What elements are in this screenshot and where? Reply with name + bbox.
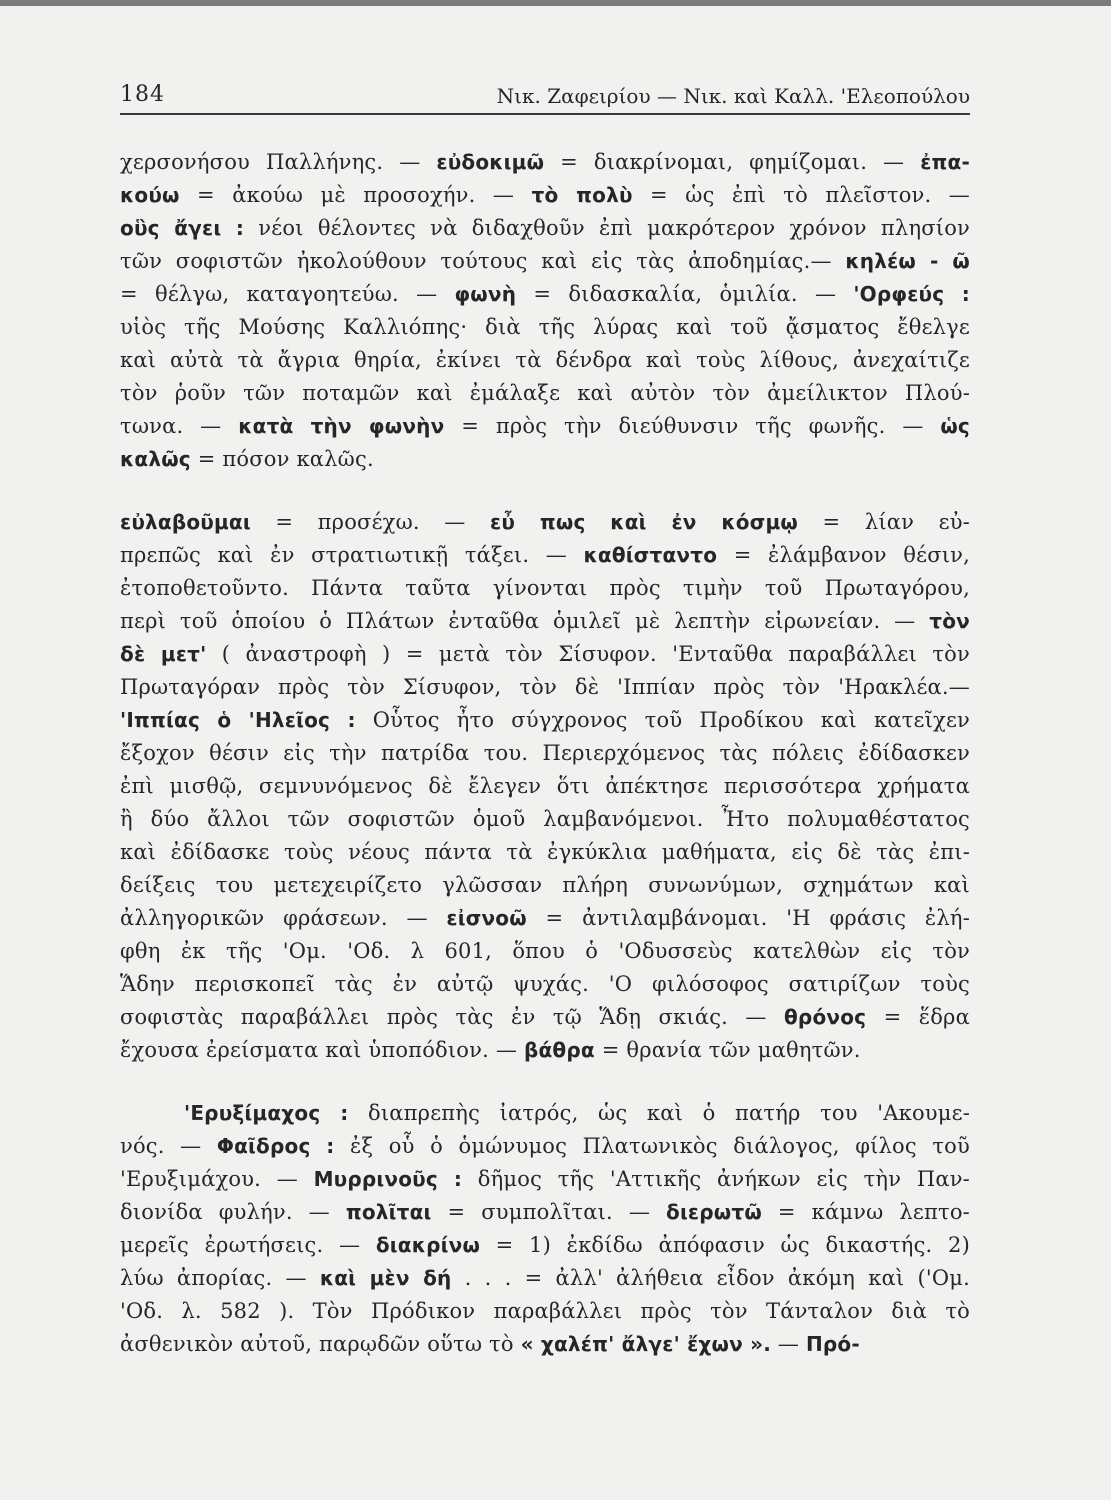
gloss-text: = θρανία τῶν μαθητῶν. bbox=[594, 1038, 861, 1062]
scan-top-border bbox=[0, 0, 1111, 6]
text-line bbox=[120, 935, 970, 968]
gloss-text: = διακρίνομαι, φημίζομαι. — bbox=[544, 150, 921, 174]
lemma-term: Πρό- bbox=[805, 1332, 860, 1356]
gloss-text: = προσέχω. — bbox=[250, 510, 491, 534]
lemma-term: καὶ μὲν δή bbox=[319, 1266, 452, 1290]
text-line bbox=[120, 1328, 970, 1361]
text-line bbox=[120, 704, 970, 737]
text-line bbox=[120, 410, 970, 443]
gloss-text: = ὡς ἐπὶ τὸ πλεῖστον. — bbox=[632, 183, 970, 207]
text-line bbox=[120, 344, 970, 377]
gloss-text: ἐπὶ μισθῷ, σεμνυνόμενος δὲ ἔλεγεν ὅτι ἀπέκτησε περισσότερα χρήματα bbox=[120, 774, 970, 798]
lemma-term: ὡς bbox=[940, 414, 970, 438]
gloss-text: ἔξοχον θέσιν εἰς τὴν πατρίδα του. Περιερχόμενος τὰς πόλεις ἐδίδασκεν bbox=[120, 741, 970, 765]
gloss-text: = πόσον καλῶς. bbox=[190, 447, 374, 471]
gloss-text: ἀσθενικὸν αὐτοῦ, παρῳδῶν οὕτω τὸ bbox=[120, 1332, 521, 1356]
gloss-text: = ἐλάμβανον θέσιν, bbox=[717, 543, 970, 567]
gloss-text: ἐξ οὗ ὁ ὁμώνυμος Πλατωνικὸς διάλογος, φίλος τοῦ bbox=[334, 1134, 970, 1158]
text-line bbox=[120, 1196, 970, 1229]
lemma-term: εἰσνοῶ bbox=[446, 906, 527, 930]
text-line bbox=[120, 737, 970, 770]
text-line bbox=[120, 1001, 970, 1034]
text-line bbox=[120, 179, 970, 212]
body-text bbox=[120, 146, 970, 1361]
lemma-term: φωνὴ bbox=[454, 282, 517, 306]
text-line bbox=[120, 770, 970, 803]
header-rule bbox=[120, 113, 970, 115]
lemma-term: ἐπα- bbox=[920, 150, 970, 174]
text-line bbox=[120, 638, 970, 671]
gloss-text: περὶ τοῦ ὁποίου ὁ Πλάτων ἐνταῦθα ὁμιλεῖ μὲ λεπτὴν εἰρωνείαν. — bbox=[120, 609, 930, 633]
text-line bbox=[120, 671, 970, 704]
gloss-text: υἱὸς τῆς Μούσης Καλλιόπης· διὰ τῆς λύρας καὶ τοῦ ᾄσματος ἔθελγε bbox=[120, 315, 970, 339]
lemma-term: εὖ πως καὶ ἐν κόσμῳ bbox=[490, 510, 799, 534]
lemma-term: κούω bbox=[120, 183, 180, 207]
text-line bbox=[120, 869, 970, 902]
gloss-text: ἔχουσα ἐρείσματα καὶ ὑποπόδιον. — bbox=[120, 1038, 524, 1062]
gloss-text: τὸν ῥοῦν τῶν ποταμῶν καὶ ἐμάλαξε καὶ αὐτὸν τὸν ἀμείλικτον Πλού- bbox=[120, 381, 970, 405]
gloss-text: = θέλγω, καταγοητεύω. — bbox=[120, 282, 455, 306]
gloss-text: = συμπολῖται. — bbox=[431, 1200, 666, 1224]
gloss-text: = ἀντιλαμβάνομαι. 'Η φράσις ἐλή- bbox=[526, 906, 970, 930]
lemma-term: καλῶς bbox=[120, 447, 191, 471]
gloss-text: τῶν σοφιστῶν ἠκολούθουν τούτους καὶ εἰς τὰς ἀποδημίας.— bbox=[120, 249, 846, 273]
gloss-text: λύω ἀπορίας. — bbox=[120, 1266, 320, 1290]
lemma-term: 'Ιππίας ὁ 'Ηλεῖος : bbox=[120, 708, 356, 732]
gloss-text: = 1) ἐκδίδω ἀπόφασιν ὡς δικαστής. 2) bbox=[480, 1233, 970, 1257]
lemma-term: οὓς ἄγει : bbox=[120, 216, 245, 240]
gloss-text: = ἕδρα bbox=[866, 1005, 970, 1029]
text-line bbox=[120, 443, 970, 476]
gloss-text: . . . = ἀλλ' ἀλήθεια εἶδον ἀκόμη καὶ ('Ομ. bbox=[451, 1266, 970, 1290]
lemma-term: εὐλαβοῦμαι bbox=[120, 510, 251, 534]
lemma-term: θρόνος bbox=[783, 1005, 867, 1029]
text-line bbox=[120, 803, 970, 836]
text-line bbox=[120, 1097, 970, 1130]
gloss-text: σοφιστὰς παραβάλλει πρὸς τὰς ἐν τῷ Ἅδῃ σκιάς. — bbox=[120, 1005, 784, 1029]
gloss-text: δείξεις του μετεχειρίζετο γλῶσσαν πλήρη συνωνύμων, σχημάτων καὶ bbox=[120, 873, 970, 897]
text-line bbox=[120, 1229, 970, 1262]
lemma-term: βάθρα bbox=[523, 1038, 595, 1062]
text-line bbox=[120, 902, 970, 935]
text-line bbox=[120, 1130, 970, 1163]
lemma-term: κατὰ τὴν φωνὴν bbox=[238, 414, 445, 438]
gloss-text: = λίαν εὐ- bbox=[798, 510, 970, 534]
gloss-text: καὶ ἐδίδασκε τοὺς νέους πάντα τὰ ἐγκύκλια μαθήματα, εἰς δὲ τὰς ἐπι- bbox=[120, 840, 970, 864]
lemma-term: 'Ερυξίμαχος : bbox=[184, 1101, 349, 1125]
gloss-text: νέοι θέλοντες νὰ διδαχθοῦν ἐπὶ μακρότερον χρόνον πλησίον bbox=[244, 216, 970, 240]
gloss-text: — bbox=[771, 1332, 806, 1356]
lemma-term: καθίσταντο bbox=[583, 543, 718, 567]
lemma-term: Μυρρινοῦς : bbox=[313, 1167, 463, 1191]
gloss-text: 'Οδ. λ. 582 ). Τὸν Πρόδικον παραβάλλει πρὸς τὸν Τάνταλον διὰ τὸ bbox=[120, 1299, 970, 1323]
gloss-text: πρεπῶς καὶ ἐν στρατιωτικῇ τάξει. — bbox=[120, 543, 584, 567]
lemma-term: κηλέω - ῶ bbox=[845, 249, 970, 273]
gloss-text: καὶ αὐτὰ τὰ ἄγρια θηρία, ἐκίνει τὰ δένδρα καὶ τοὺς λίθους, ἀνεχαίτιζε bbox=[120, 348, 970, 372]
gloss-text: φθη ἐκ τῆς 'Ομ. 'Οδ. λ 601, ὅπου ὁ 'Οδυσσεὺς κατελθὼν εἰς τὸν bbox=[120, 939, 970, 963]
gloss-text: ἀλληγορικῶν φράσεων. — bbox=[120, 906, 447, 930]
text-line bbox=[120, 539, 970, 572]
text-line bbox=[120, 968, 970, 1001]
gloss-text: χερσονήσου Παλλήνης. — bbox=[120, 150, 437, 174]
lemma-term: πολῖται bbox=[345, 1200, 432, 1224]
gloss-text: νός. — bbox=[120, 1134, 217, 1158]
paragraph bbox=[120, 506, 970, 1067]
paragraph bbox=[120, 1097, 970, 1361]
paragraph bbox=[120, 146, 970, 476]
gloss-text: δῆμος τῆς 'Αττικῆς ἀνήκων εἰς τὴν Παν- bbox=[462, 1167, 970, 1191]
page-number: 184 bbox=[120, 82, 165, 107]
lemma-term: διερωτῶ bbox=[666, 1200, 762, 1224]
lemma-term: τὸ πολὺ bbox=[531, 183, 633, 207]
lemma-term: διακρίνω bbox=[375, 1233, 481, 1257]
lemma-term: 'Ορφεύς : bbox=[853, 282, 970, 306]
text-line bbox=[120, 377, 970, 410]
text-line bbox=[120, 278, 970, 311]
lemma-term: δὲ μετ' bbox=[120, 642, 207, 666]
gloss-text: 'Ερυξιμάχου. — bbox=[120, 1167, 314, 1191]
text-line bbox=[120, 605, 970, 638]
gloss-text: = ἀκούω μὲ προσοχήν. — bbox=[179, 183, 532, 207]
lemma-term: « χαλέπ' ἄλγε' ἔχων ». bbox=[520, 1332, 771, 1356]
gloss-text: διαπρεπὴς ἰατρός, ὡς καὶ ὁ πατήρ του 'Ακουμε- bbox=[348, 1101, 970, 1125]
text-line bbox=[120, 506, 970, 539]
gloss-text: ἐτοποθετοῦντο. Πάντα ταῦτα γίνονται πρὸς τιμὴν τοῦ Πρωταγόρου, bbox=[120, 576, 970, 600]
gloss-text: διονίδα φυλήν. — bbox=[120, 1200, 346, 1224]
text-line bbox=[120, 1163, 970, 1196]
gloss-text: μερεῖς ἐρωτήσεις. — bbox=[120, 1233, 376, 1257]
gloss-text: = πρὸς τὴν διεύθυνσιν τῆς φωνῆς. — bbox=[444, 414, 941, 438]
gloss-text: = διδασκαλία, ὁμιλία. — bbox=[516, 282, 854, 306]
text-line bbox=[120, 836, 970, 869]
text-line bbox=[120, 212, 970, 245]
lemma-term: Φαῖδρος : bbox=[216, 1134, 335, 1158]
page-header bbox=[120, 82, 970, 112]
gloss-text: Ἅδην περισκοπεῖ τὰς ἐν αὐτῷ ψυχάς. 'Ο φιλόσοφος σατιρίζων τοὺς bbox=[120, 972, 970, 996]
text-line bbox=[120, 572, 970, 605]
gloss-text: τωνα. — bbox=[120, 414, 239, 438]
running-title: Νικ. Ζαφειρίου — Νικ. καὶ Καλλ. 'Ελεοπούλου bbox=[496, 84, 970, 108]
text-line bbox=[120, 245, 970, 278]
gloss-text: ( ἀναστροφὴ ) = μετὰ τὸν Σίσυφον. 'Ενταῦθα παραβάλλει τὸν bbox=[206, 642, 970, 666]
gloss-text: Οὗτος ἦτο σύγχρονος τοῦ Προδίκου καὶ κατεῖχεν bbox=[355, 708, 970, 732]
lemma-term: εὐδοκιμῶ bbox=[436, 150, 545, 174]
gloss-text: ἢ δύο ἄλλοι τῶν σοφιστῶν ὁμοῦ λαμβανόμενοι. Ἦτο πολυμαθέστατος bbox=[120, 807, 970, 831]
text-line bbox=[120, 1295, 970, 1328]
text-line bbox=[120, 1262, 970, 1295]
text-line bbox=[120, 1034, 970, 1067]
gloss-text: Πρωταγόραν πρὸς τὸν Σίσυφον, τὸν δὲ 'Ιππίαν πρὸς τὸν 'Ηρακλέα.— bbox=[120, 675, 970, 699]
lemma-term: τὸν bbox=[929, 609, 970, 633]
text-line bbox=[120, 146, 970, 179]
gloss-text: = κάμνω λεπτο- bbox=[761, 1200, 970, 1224]
text-line bbox=[120, 311, 970, 344]
